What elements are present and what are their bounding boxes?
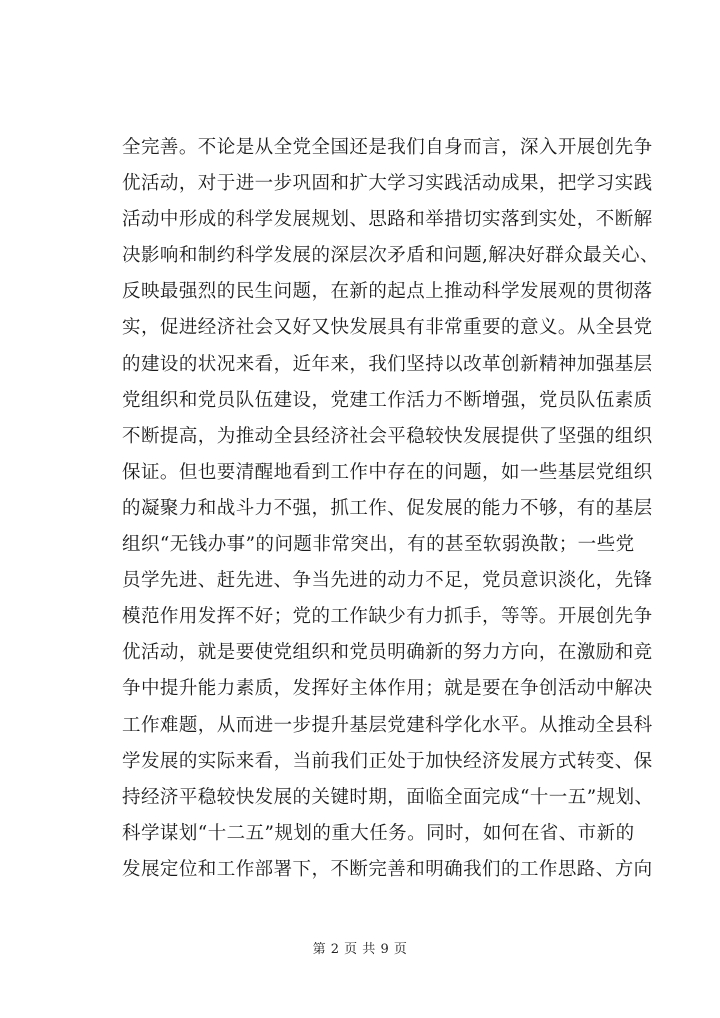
text-line: 实，促进经济社会又好又快发展具有非常重要的意义。从全县党 <box>122 317 653 339</box>
text-line: 决影响和制约科学发展的深层次矛盾和问题,解决好群众最关心、 <box>122 245 659 267</box>
body-paragraph <box>122 130 662 888</box>
text-line: 争中提升能力素质，发挥好主体作用；就是要在争创活动中解决 <box>122 678 653 700</box>
text-line: 党组织和党员队伍建设，党建工作活力不断增强，党员队伍素质 <box>122 389 653 411</box>
page-number-footer: 第 2 页 共 9 页 <box>312 942 408 957</box>
text-line: 不断提高，为推动全县经济社会平稳较快发展提供了坚强的组织 <box>122 425 653 447</box>
text-line: 的凝聚力和战斗力不强，抓工作、促发展的能力不够，有的基层 <box>122 497 653 519</box>
text-line: 反映最强烈的民生问题，在新的起点上推动科学发展观的贯彻落 <box>122 281 653 303</box>
text-line: 组织“无钱办事”的问题非常突出，有的甚至软弱涣散；一些党 <box>122 534 635 556</box>
text-line: 学发展的实际来看，当前我们正处于加快经济发展方式转变、保 <box>122 750 653 772</box>
text-line: 科学谋划“十二五”规划的重大任务。同时，如何在省、市新的 <box>122 822 635 844</box>
text-line: 的建设的状况来看，近年来，我们坚持以改革创新精神加强基层 <box>122 353 653 375</box>
text-line: 保证。但也要清醒地看到工作中存在的问题，如一些基层党组织 <box>122 461 653 483</box>
text-line: 活动中形成的科学发展规划、思路和举措切实落到实处，不断解 <box>122 209 653 231</box>
text-line: 工作难题，从而进一步提升基层党建科学化水平。从推动全县科 <box>122 714 653 736</box>
text-line: 持经济平稳较快发展的关键时期，面临全面完成“十一五”规划、 <box>122 786 654 808</box>
text-line: 优活动，就是要使党组织和党员明确新的努力方向，在激励和竞 <box>122 642 653 664</box>
text-line: 发展定位和工作部署下，不断完善和明确我们的工作思路、方向 <box>122 858 653 880</box>
text-line: 模范作用发挥不好；党的工作缺少有力抓手，等等。开展创先争 <box>122 606 653 628</box>
text-line: 优活动，对于进一步巩固和扩大学习实践活动成果，把学习实践 <box>122 173 653 195</box>
text-line: 全完善。不论是从全党全国还是我们自身而言，深入开展创先争 <box>122 137 653 158</box>
text-line: 员学先进、赶先进、争当先进的动力不足，党员意识淡化，先锋 <box>122 570 653 592</box>
